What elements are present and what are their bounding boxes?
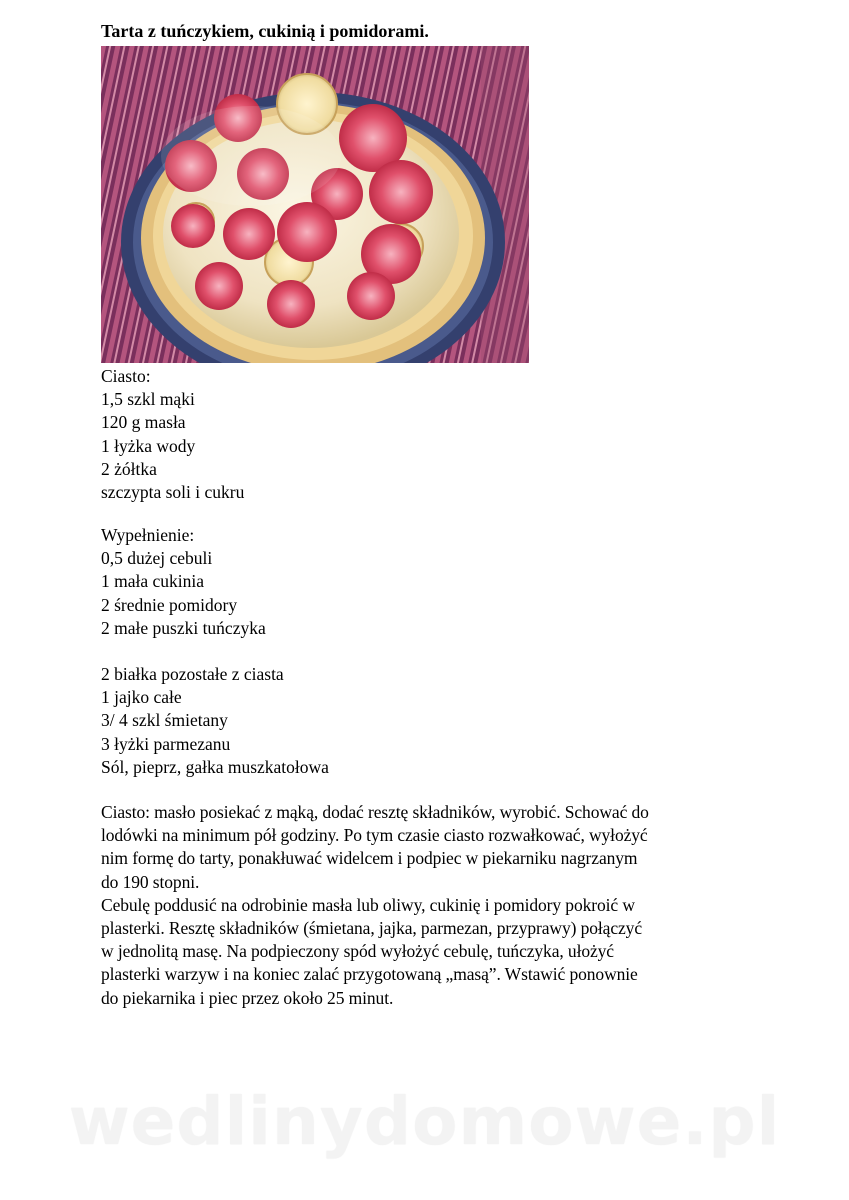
instruction-line: w jednolitą masę. Na podpieczony spód wyłożyć cebulę, tuńczyka, ułożyć xyxy=(101,941,614,962)
ingredient-item: 2 białka pozostałe z ciasta xyxy=(101,664,284,684)
instruction-line: do piekarnika i piec przez około 25 minut. xyxy=(101,987,394,1008)
filling-ingredients xyxy=(101,524,751,640)
instruction-line: do 190 stopni. xyxy=(101,871,200,892)
ingredient-item: 2 żółtka xyxy=(101,458,157,479)
ingredient-item: 0,5 dużej cebuli xyxy=(101,548,213,569)
instruction-line: plasterki warzyw i na koniec zalać przygotowaną „masą”. Wstawić ponownie xyxy=(101,964,638,985)
ingredient-item: 1,5 szkl mąki xyxy=(101,389,195,410)
instruction-line: Cebulę poddusić na odrobinie masła lub oliwy, cukinię i pomidory pokroić w xyxy=(101,894,635,915)
ingredient-item: 1 jajko całe xyxy=(101,687,182,708)
dough-ingredients xyxy=(101,365,751,504)
instruction-line: lodówki na minimum pół godziny. Po tym czasie ciasto rozwałkować, wyłożyć xyxy=(101,825,648,846)
ingredient-item: 120 g masła xyxy=(101,412,186,433)
instruction-line: plasterki. Resztę składników (śmietana, jajka, parmezan, przyprawy) połączyć xyxy=(101,918,643,939)
ingredient-item: 2 średnie pomidory xyxy=(101,594,238,615)
tart-photo xyxy=(101,46,529,363)
ingredient-item: Sól, pieprz, gałka muszkatołowa xyxy=(101,756,329,777)
instruction-line: Ciasto: masło posiekać z mąką, dodać resztę składników, wyrobić. Schować do xyxy=(101,802,649,822)
ingredient-item: 2 małe puszki tuńczyka xyxy=(101,617,266,638)
recipe-title: Tarta z tuńczykiem, cukinią i pomidorami. xyxy=(101,21,429,41)
filling-heading: Wypełnienie: xyxy=(101,525,195,545)
ingredient-item: 3/ 4 szkl śmietany xyxy=(101,710,228,731)
mass-ingredients xyxy=(101,663,751,779)
ingredient-item: 1 łyżka wody xyxy=(101,435,196,456)
site-watermark: wedlinydomowe.pl xyxy=(68,1083,781,1160)
ingredient-item: 1 mała cukinia xyxy=(101,571,205,592)
instructions xyxy=(101,801,751,1010)
ingredient-item: szczypta soli i cukru xyxy=(101,482,245,503)
dough-heading: Ciasto: xyxy=(101,366,151,386)
instruction-line: nim formę do tarty, ponakłuwać widelcem i podpiec w piekarniku nagrzanym xyxy=(101,848,638,869)
ingredient-item: 3 łyżki parmezanu xyxy=(101,733,231,754)
